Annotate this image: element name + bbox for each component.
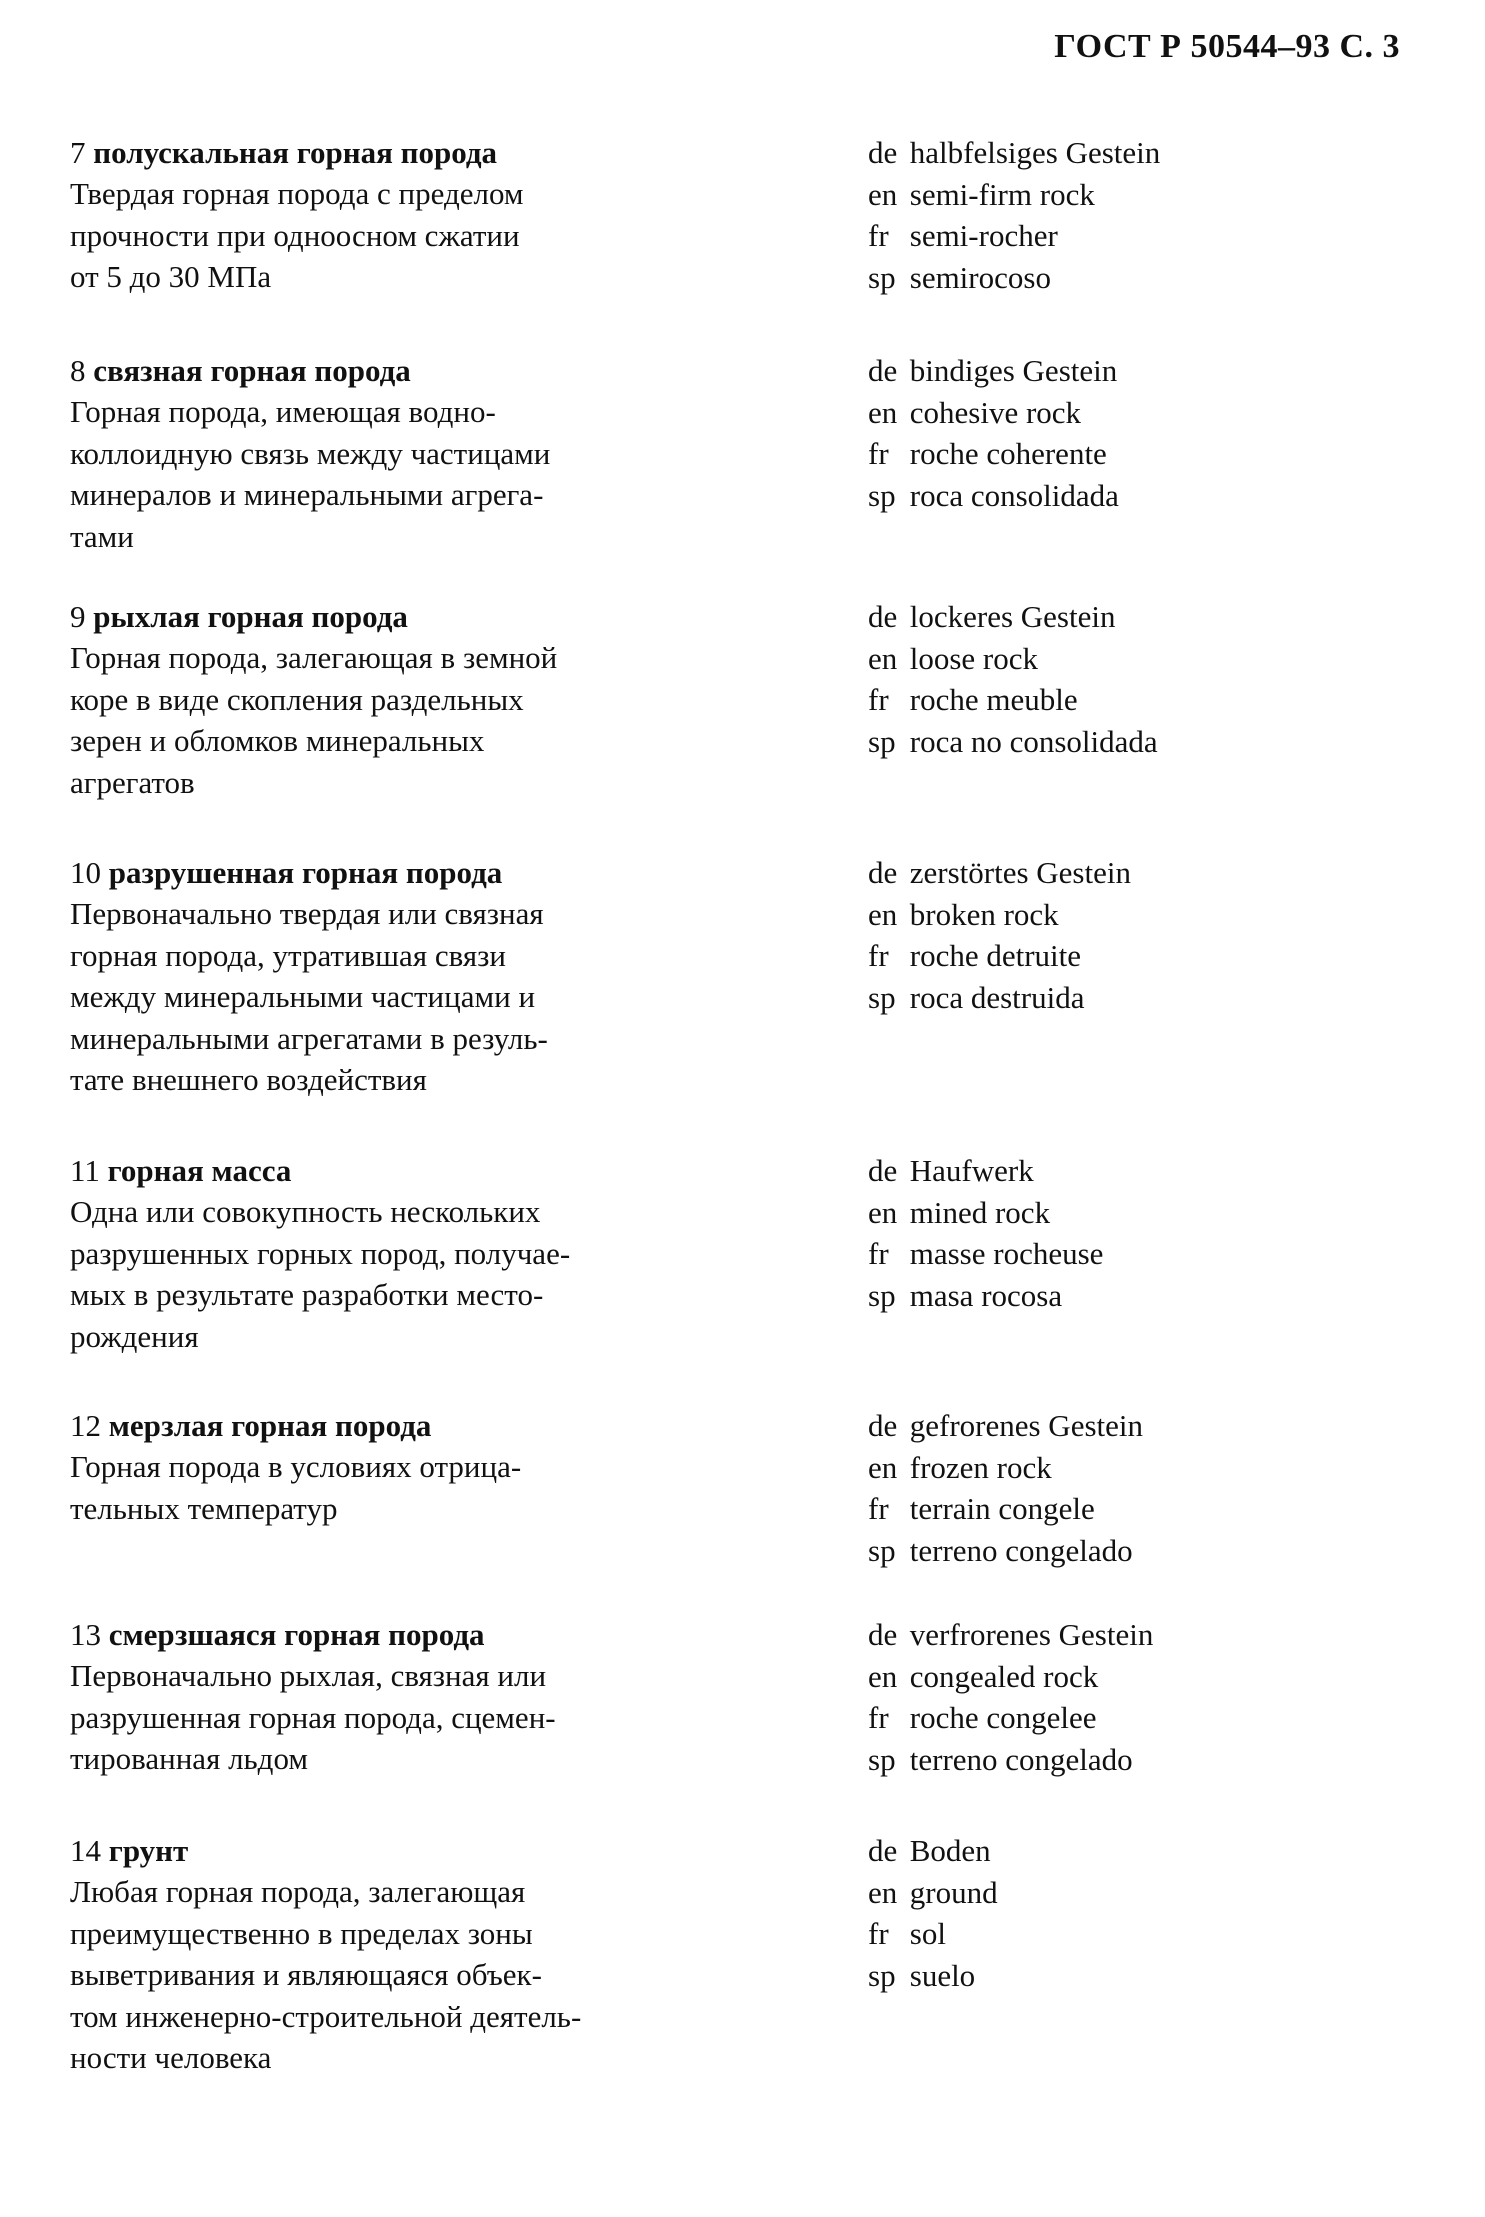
term-definition <box>70 1191 710 1357</box>
lang-code: de <box>868 1153 898 1188</box>
term-title <box>70 852 710 893</box>
translation-text: mined rock <box>909 1194 1051 1230</box>
lang-code: de <box>868 1408 898 1443</box>
translation-de <box>868 1830 1428 1872</box>
translation-de <box>868 132 1428 174</box>
term-definition <box>70 173 710 298</box>
term-number: 7 <box>70 135 86 170</box>
term-title <box>70 596 710 637</box>
definition-line: разрушенная горная порода, сцемен- <box>70 1699 556 1735</box>
term-title <box>70 350 710 391</box>
definition-line: выветривания и являющаяся объек- <box>70 1957 542 1992</box>
translations-column <box>868 1830 1428 1996</box>
term-definition <box>70 391 710 557</box>
translations-column <box>868 596 1428 762</box>
definition-line: Горная порода, залегающая в земной <box>70 640 558 675</box>
lang-code: en <box>868 1194 898 1230</box>
term-left-column <box>70 350 710 557</box>
definition-line: горная порода, утратившая связи <box>70 937 506 973</box>
lang-code: sp <box>868 259 896 295</box>
translation-de <box>868 350 1428 392</box>
translation-text: semi-firm rock <box>909 176 1095 212</box>
definition-line: между минеральными частицами и <box>70 979 536 1014</box>
lang-code: fr <box>868 1700 889 1735</box>
definition-line: Первоначально рыхлая, связная или <box>70 1658 547 1693</box>
translations-column <box>868 1614 1428 1780</box>
definition-line: коллоидную связь между частицами <box>70 435 551 471</box>
translation-fr <box>868 1913 1428 1955</box>
translation-text: frozen rock <box>909 1449 1052 1485</box>
translation-sp <box>868 1739 1428 1781</box>
translation-text: bindiges Gestein <box>909 353 1118 388</box>
definition-line: мых в результате разработки место- <box>70 1277 544 1312</box>
definition-line: тельных температур <box>70 1490 338 1526</box>
term-left-column <box>70 1150 710 1357</box>
definition-line: от 5 до 30 МПа <box>70 259 272 294</box>
translation-en <box>868 1447 1428 1489</box>
lang-code: sp <box>868 1277 896 1313</box>
translations-column <box>868 1150 1428 1316</box>
lang-code: de <box>868 599 898 634</box>
translation-fr <box>868 215 1428 257</box>
definition-line: Первоначально твердая или связная <box>70 896 544 931</box>
translation-text: halbfelsiges Gestein <box>909 135 1161 170</box>
translation-text: ground <box>909 1874 998 1910</box>
translation-text: masse rocheuse <box>909 1236 1104 1271</box>
term-name: смерзшаяся горная порода <box>108 1617 485 1652</box>
lang-code: fr <box>868 218 889 253</box>
lang-code: de <box>868 135 898 170</box>
definition-line: Одна или совокупность нескольких <box>70 1194 541 1229</box>
translation-text: roche detruite <box>909 938 1082 973</box>
translation-de <box>868 1614 1428 1656</box>
lang-code: en <box>868 1658 898 1694</box>
lang-code: en <box>868 896 898 932</box>
translations-column <box>868 132 1428 298</box>
definition-line: преимущественно в пределах зоны <box>70 1915 533 1951</box>
term-number: 12 <box>70 1408 101 1443</box>
definition-line: тате внешнего воздействия <box>70 1062 427 1097</box>
lang-code: sp <box>868 1957 896 1993</box>
lang-code: fr <box>868 1236 889 1271</box>
translation-de <box>868 1150 1428 1192</box>
translation-fr <box>868 679 1428 721</box>
definition-line: тированная льдом <box>70 1741 308 1776</box>
definition-line: ности человека <box>70 2040 272 2075</box>
definition-line: зерен и обломков минеральных <box>70 723 485 758</box>
lang-code: de <box>868 353 898 388</box>
term-title <box>70 1150 710 1191</box>
term-name: связная горная порода <box>93 353 411 388</box>
term-number: 9 <box>70 599 86 634</box>
lang-code: fr <box>868 1916 889 1951</box>
translation-en <box>868 174 1428 216</box>
translation-sp <box>868 977 1428 1019</box>
term-title <box>70 1405 710 1446</box>
translation-text: roca destruida <box>909 979 1085 1015</box>
lang-code: fr <box>868 938 889 973</box>
translation-text: gefrorenes Gestein <box>909 1408 1144 1443</box>
translation-en <box>868 1656 1428 1698</box>
definition-line: прочности при одноосном сжатии <box>70 217 520 253</box>
term-left-column <box>70 596 710 803</box>
translation-text: semi-rocher <box>909 218 1058 253</box>
translation-fr <box>868 1233 1428 1275</box>
term-name: рыхлая горная порода <box>93 599 408 634</box>
lang-code: en <box>868 176 898 212</box>
translation-sp <box>868 475 1428 517</box>
translation-text: roche coherente <box>909 436 1107 471</box>
term-left-column <box>70 1830 710 2079</box>
term-name: мерзлая горная порода <box>108 1408 432 1443</box>
term-definition <box>70 1871 710 2079</box>
translation-text: congealed rock <box>909 1658 1099 1694</box>
term-name: горная масса <box>107 1153 292 1188</box>
translation-de <box>868 1405 1428 1447</box>
lang-code: sp <box>868 477 896 513</box>
translation-text: roche meuble <box>909 682 1078 717</box>
translation-sp <box>868 257 1428 299</box>
translation-text: terrain congele <box>909 1491 1095 1526</box>
translation-de <box>868 596 1428 638</box>
lang-code: fr <box>868 682 889 717</box>
definition-line: рождения <box>70 1318 199 1354</box>
definition-line: коре в виде скопления раздельных <box>70 681 524 717</box>
lang-code: de <box>868 1617 898 1652</box>
lang-code: de <box>868 1833 898 1868</box>
translation-text: zerstörtes Gestein <box>909 855 1131 890</box>
lang-code: en <box>868 640 898 676</box>
definition-line: разрушенных горных пород, получае- <box>70 1235 571 1271</box>
definition-line: Горная порода, имеющая водно- <box>70 394 496 429</box>
definition-line: минералов и минеральными агрега- <box>70 477 544 512</box>
page-header: ГОСТ Р 50544–93 С. 3 <box>1054 28 1400 65</box>
term-number: 11 <box>70 1153 100 1188</box>
lang-code: en <box>868 394 898 430</box>
translation-text: verfrorenes Gestein <box>909 1617 1154 1652</box>
term-number: 14 <box>70 1833 101 1868</box>
translation-fr <box>868 1697 1428 1739</box>
translations-column <box>868 1405 1428 1571</box>
lang-code: en <box>868 1874 898 1910</box>
term-left-column <box>70 852 710 1101</box>
translation-fr <box>868 433 1428 475</box>
translation-en <box>868 1192 1428 1234</box>
term-name: разрушенная горная порода <box>108 855 503 890</box>
definition-line: тами <box>70 518 134 554</box>
definition-line: Горная порода в условиях отрица- <box>70 1449 522 1484</box>
translation-text: cohesive rock <box>909 394 1082 430</box>
definition-line: том инженерно-строительной деятель- <box>70 1998 582 2034</box>
term-definition <box>70 893 710 1101</box>
translation-sp <box>868 1955 1428 1997</box>
translation-text: broken rock <box>909 896 1059 932</box>
term-name: полускальная горная порода <box>93 135 498 170</box>
term-title <box>70 132 710 173</box>
translation-text: Haufwerk <box>909 1153 1034 1188</box>
translation-fr <box>868 935 1428 977</box>
translation-sp <box>868 1275 1428 1317</box>
translation-text: lockeres Gestein <box>909 599 1116 634</box>
term-number: 10 <box>70 855 101 890</box>
translation-sp <box>868 1530 1428 1572</box>
definition-line: агрегатов <box>70 764 195 800</box>
translation-text: roca consolidada <box>909 477 1119 513</box>
term-definition <box>70 1655 710 1780</box>
term-title <box>70 1614 710 1655</box>
translations-column <box>868 350 1428 516</box>
translation-text: masa rocosa <box>909 1277 1063 1313</box>
translation-en <box>868 392 1428 434</box>
translations-column <box>868 852 1428 1018</box>
translation-en <box>868 1872 1428 1914</box>
term-name: грунт <box>108 1833 189 1868</box>
lang-code: sp <box>868 979 896 1015</box>
translation-en <box>868 894 1428 936</box>
lang-code: en <box>868 1449 898 1485</box>
definition-line: Любая горная порода, залегающая <box>70 1874 526 1909</box>
translation-text: terreno congelado <box>909 1741 1133 1777</box>
translation-sp <box>868 721 1428 763</box>
lang-code: sp <box>868 1741 896 1777</box>
term-number: 8 <box>70 353 86 388</box>
lang-code: de <box>868 855 898 890</box>
lang-code: fr <box>868 436 889 471</box>
translation-fr <box>868 1488 1428 1530</box>
term-left-column <box>70 1614 710 1780</box>
term-left-column <box>70 132 710 298</box>
translation-de <box>868 852 1428 894</box>
lang-code: sp <box>868 1532 896 1568</box>
definition-line: Твердая горная порода с пределом <box>70 176 524 211</box>
translation-text: semirocoso <box>909 259 1051 295</box>
translation-text: roca no consolidada <box>909 723 1158 759</box>
lang-code: fr <box>868 1491 889 1526</box>
lang-code: sp <box>868 723 896 759</box>
translation-text: terreno congelado <box>909 1532 1133 1568</box>
translation-text: Boden <box>909 1833 991 1868</box>
term-title <box>70 1830 710 1871</box>
translation-text: roche congelee <box>909 1700 1097 1735</box>
translation-text: loose rock <box>909 640 1039 676</box>
term-number: 13 <box>70 1617 101 1652</box>
translation-text: suelo <box>909 1957 976 1993</box>
term-definition <box>70 637 710 803</box>
term-definition <box>70 1446 710 1529</box>
translation-text: sol <box>909 1916 946 1951</box>
definition-line: минеральными агрегатами в резуль- <box>70 1020 548 1056</box>
term-left-column <box>70 1405 710 1529</box>
translation-en <box>868 638 1428 680</box>
